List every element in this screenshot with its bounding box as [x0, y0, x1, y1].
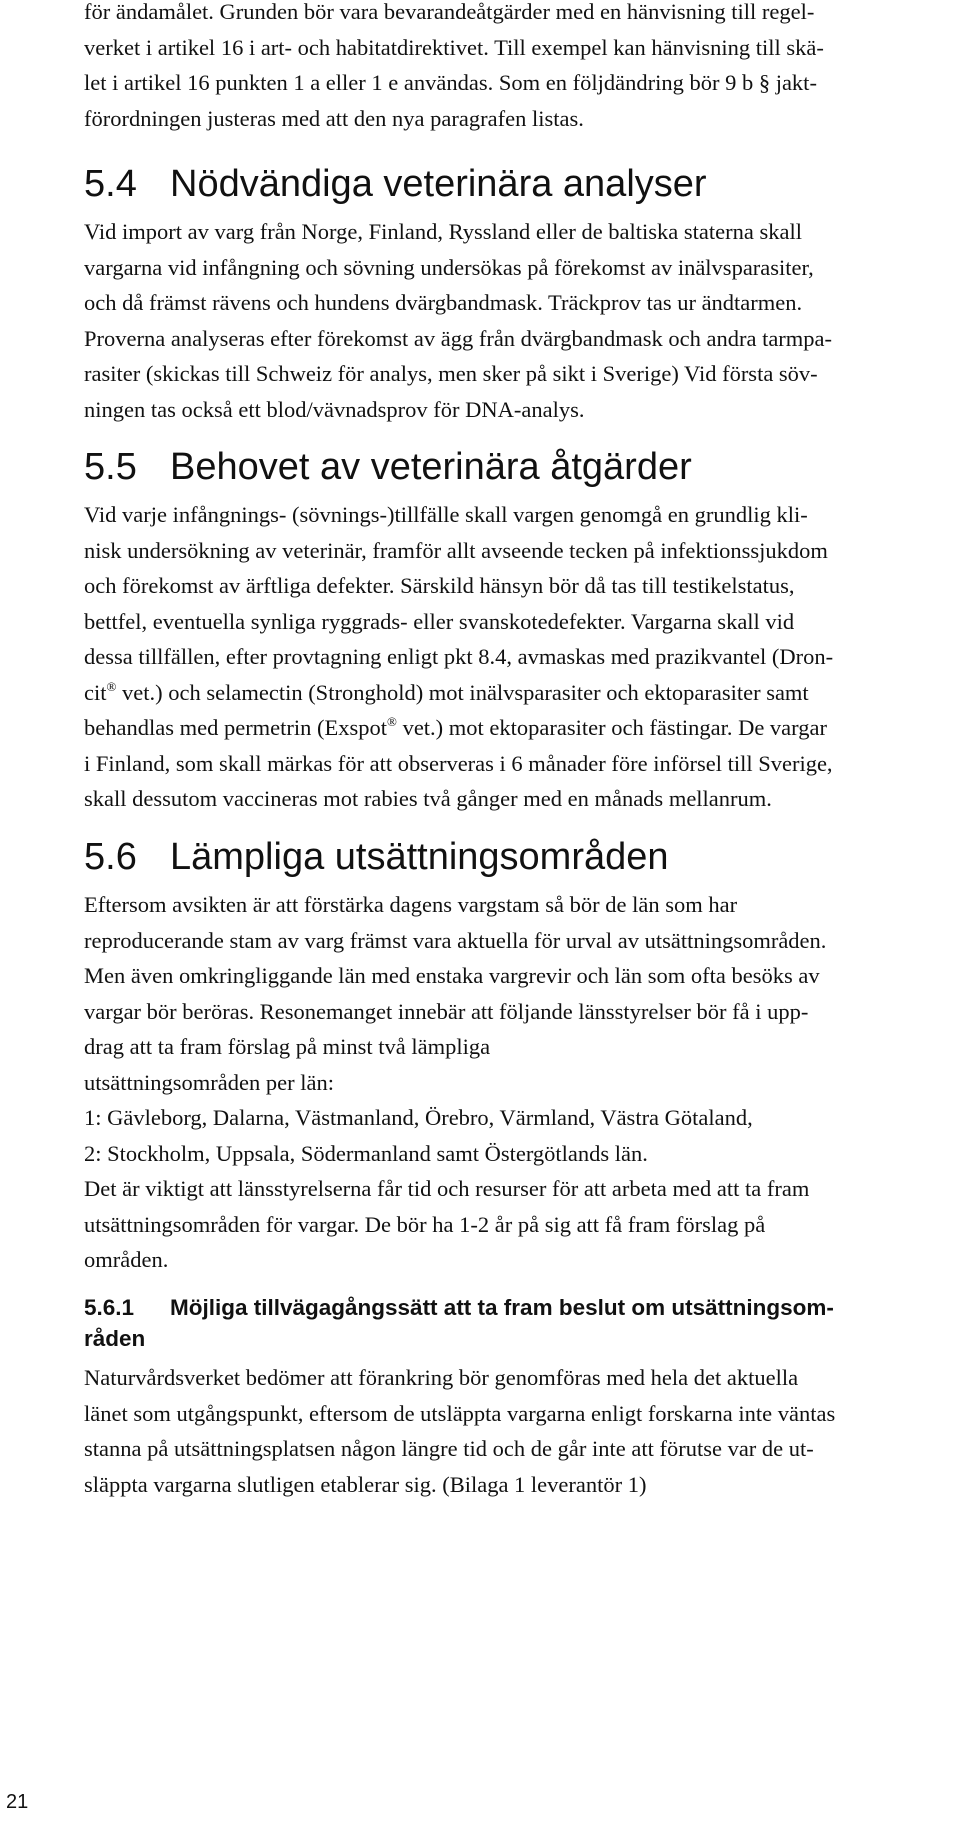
text-line: utsättningsområden för vargar. De bör ha 1-2 år på sig att få fram förslag på	[84, 1211, 766, 1237]
text-line: rasiter (skickas till Schweiz för analys, men sker på sikt i Sverige) Vid första söv-	[84, 361, 818, 386]
text-line: och då främst rävens och hundens dvärgbandmask. Träckprov tas ur ändtarmen.	[84, 290, 803, 315]
section-heading-5-4	[84, 162, 707, 206]
text-line: 2: Stockholm, Uppsala, Södermanland samt Östergötlands län.	[84, 1140, 648, 1166]
text-line: stanna på utsättningsplatsen någon längre tid och de går inte att förutse var de ut-	[84, 1436, 814, 1461]
text-line: Men även omkringliggande län med enstaka vargrevir och län som ofta besöks av	[84, 963, 820, 988]
intro-paragraph	[84, 0, 824, 136]
section-number: 5.4	[84, 163, 137, 205]
text-line: Vid varje infångnings- (sövnings-)tillfälle skall vargen genomgå en grundlig kli-	[84, 502, 808, 527]
text-line	[84, 710, 833, 746]
text-line: vargar bör beröras. Resonemanget innebär att följande länsstyrelser bör få i upp-	[84, 998, 809, 1024]
text-line: Det är viktigt att länsstyrelserna får tid och resurser för att arbeta med att ta fram	[84, 1176, 810, 1201]
text-line: let i artikel 16 punkten 1 a eller 1 e användas. Som en följdändring bör 9 b § jakt-	[84, 70, 817, 95]
text-line: skall dessutom vaccineras mot rabies två gånger med en månads mellanrum.	[84, 786, 772, 811]
section-number: 5.6	[84, 836, 137, 878]
text-line: släppta vargarna slutligen etablerar sig. (Bilaga 1 leverantör 1)	[84, 1471, 647, 1497]
section-number: 5.5	[84, 446, 137, 488]
text-fragment: cit	[84, 679, 107, 705]
text-line: Eftersom avsikten är att förstärka dagens vargstam så bör de län som har	[84, 892, 738, 917]
heading-line	[84, 1292, 834, 1323]
text-line: dessa tillfällen, efter provtagning enligt pkt 8.4, avmaskas med prazikvantel (Dron-	[84, 644, 834, 669]
text-line: bettfel, eventuella synliga ryggrads- eller svanskotedefekter. Vargarna skall vid	[84, 608, 795, 634]
text-line: för ändamålet. Grunden bör vara bevarandeåtgärder med en hänvisning till regel-	[84, 0, 815, 24]
text-line: reproducerande stam av varg främst vara aktuella för urval av utsättningsområden.	[84, 927, 827, 953]
heading-line: råden	[84, 1326, 146, 1351]
subsection-number: 5.6.1	[84, 1295, 135, 1320]
section-5-6-paragraph	[84, 887, 826, 1278]
section-5-6-1-paragraph	[84, 1360, 835, 1502]
text-line: i Finland, som skall märkas för att observeras i 6 månader före införsel till Sverige,	[84, 750, 833, 776]
text-line: Vid import av varg från Norge, Finland, Ryssland eller de baltiska staterna skall	[84, 219, 803, 244]
text-line: utsättningsområden per län:	[84, 1069, 334, 1095]
section-title: Nödvändiga veterinära analyser	[170, 163, 707, 205]
page-number: 21	[6, 1791, 29, 1813]
section-title: Lämpliga utsättningsområden	[170, 836, 669, 878]
text-line: Naturvårdsverket bedömer att förankring bör genomföras med hela det aktuella	[84, 1365, 799, 1390]
text-line: Proverna analyseras efter förekomst av ägg från dvärgbandmask och andra tarmpa-	[84, 325, 833, 351]
text-line: och förekomst av ärftliga defekter. Särskild hänsyn bör då tas till testikelstatus,	[84, 573, 795, 598]
text-line: områden.	[84, 1247, 169, 1272]
text-line: drag att ta fram förslag på minst två lämpliga	[84, 1034, 491, 1059]
text-line: 1: Gävleborg, Dalarna, Västmanland, Örebro, Värmland, Västra Götaland,	[84, 1105, 753, 1130]
text-fragment: vet.) och selamectin (Stronghold) mot inälvsparasiter och ektoparasiter samt	[116, 679, 809, 705]
registered-mark: ®	[106, 678, 117, 694]
section-heading-5-5	[84, 445, 692, 489]
text-line: ningen tas också ett blod/vävnadsprov för DNA-analys.	[84, 396, 585, 422]
text-line: vargarna vid infångning och sövning undersökas på förekomst av inälvsparasiter,	[84, 254, 814, 280]
subsection-title: Möjliga tillvägagångssätt att ta fram beslut om utsättningsom-	[170, 1295, 834, 1320]
text-line: verket i artikel 16 i art- och habitatdirektivet. Till exempel kan hänvisning till skä-	[84, 34, 824, 60]
section-5-5-paragraph	[84, 497, 833, 817]
section-title: Behovet av veterinära åtgärder	[170, 446, 692, 488]
text-line: nisk undersökning av veterinär, framför allt avseende tecken på infektionssjukdom	[84, 537, 828, 563]
subsection-heading-5-6-1	[84, 1292, 834, 1354]
text-fragment: behandlas med permetrin (Exspot	[84, 715, 388, 740]
text-line: länet som utgångspunkt, eftersom de utsläppta vargarna enligt forskarna inte väntas	[84, 1400, 836, 1426]
section-5-4-paragraph	[84, 214, 832, 427]
text-line: förordningen justeras med att den nya paragrafen listas.	[84, 105, 584, 131]
section-heading-5-6	[84, 835, 669, 879]
text-fragment: vet.) mot ektoparasiter och fästingar. De vargar	[396, 715, 827, 740]
text-line	[84, 675, 833, 711]
registered-mark: ®	[387, 714, 397, 729]
